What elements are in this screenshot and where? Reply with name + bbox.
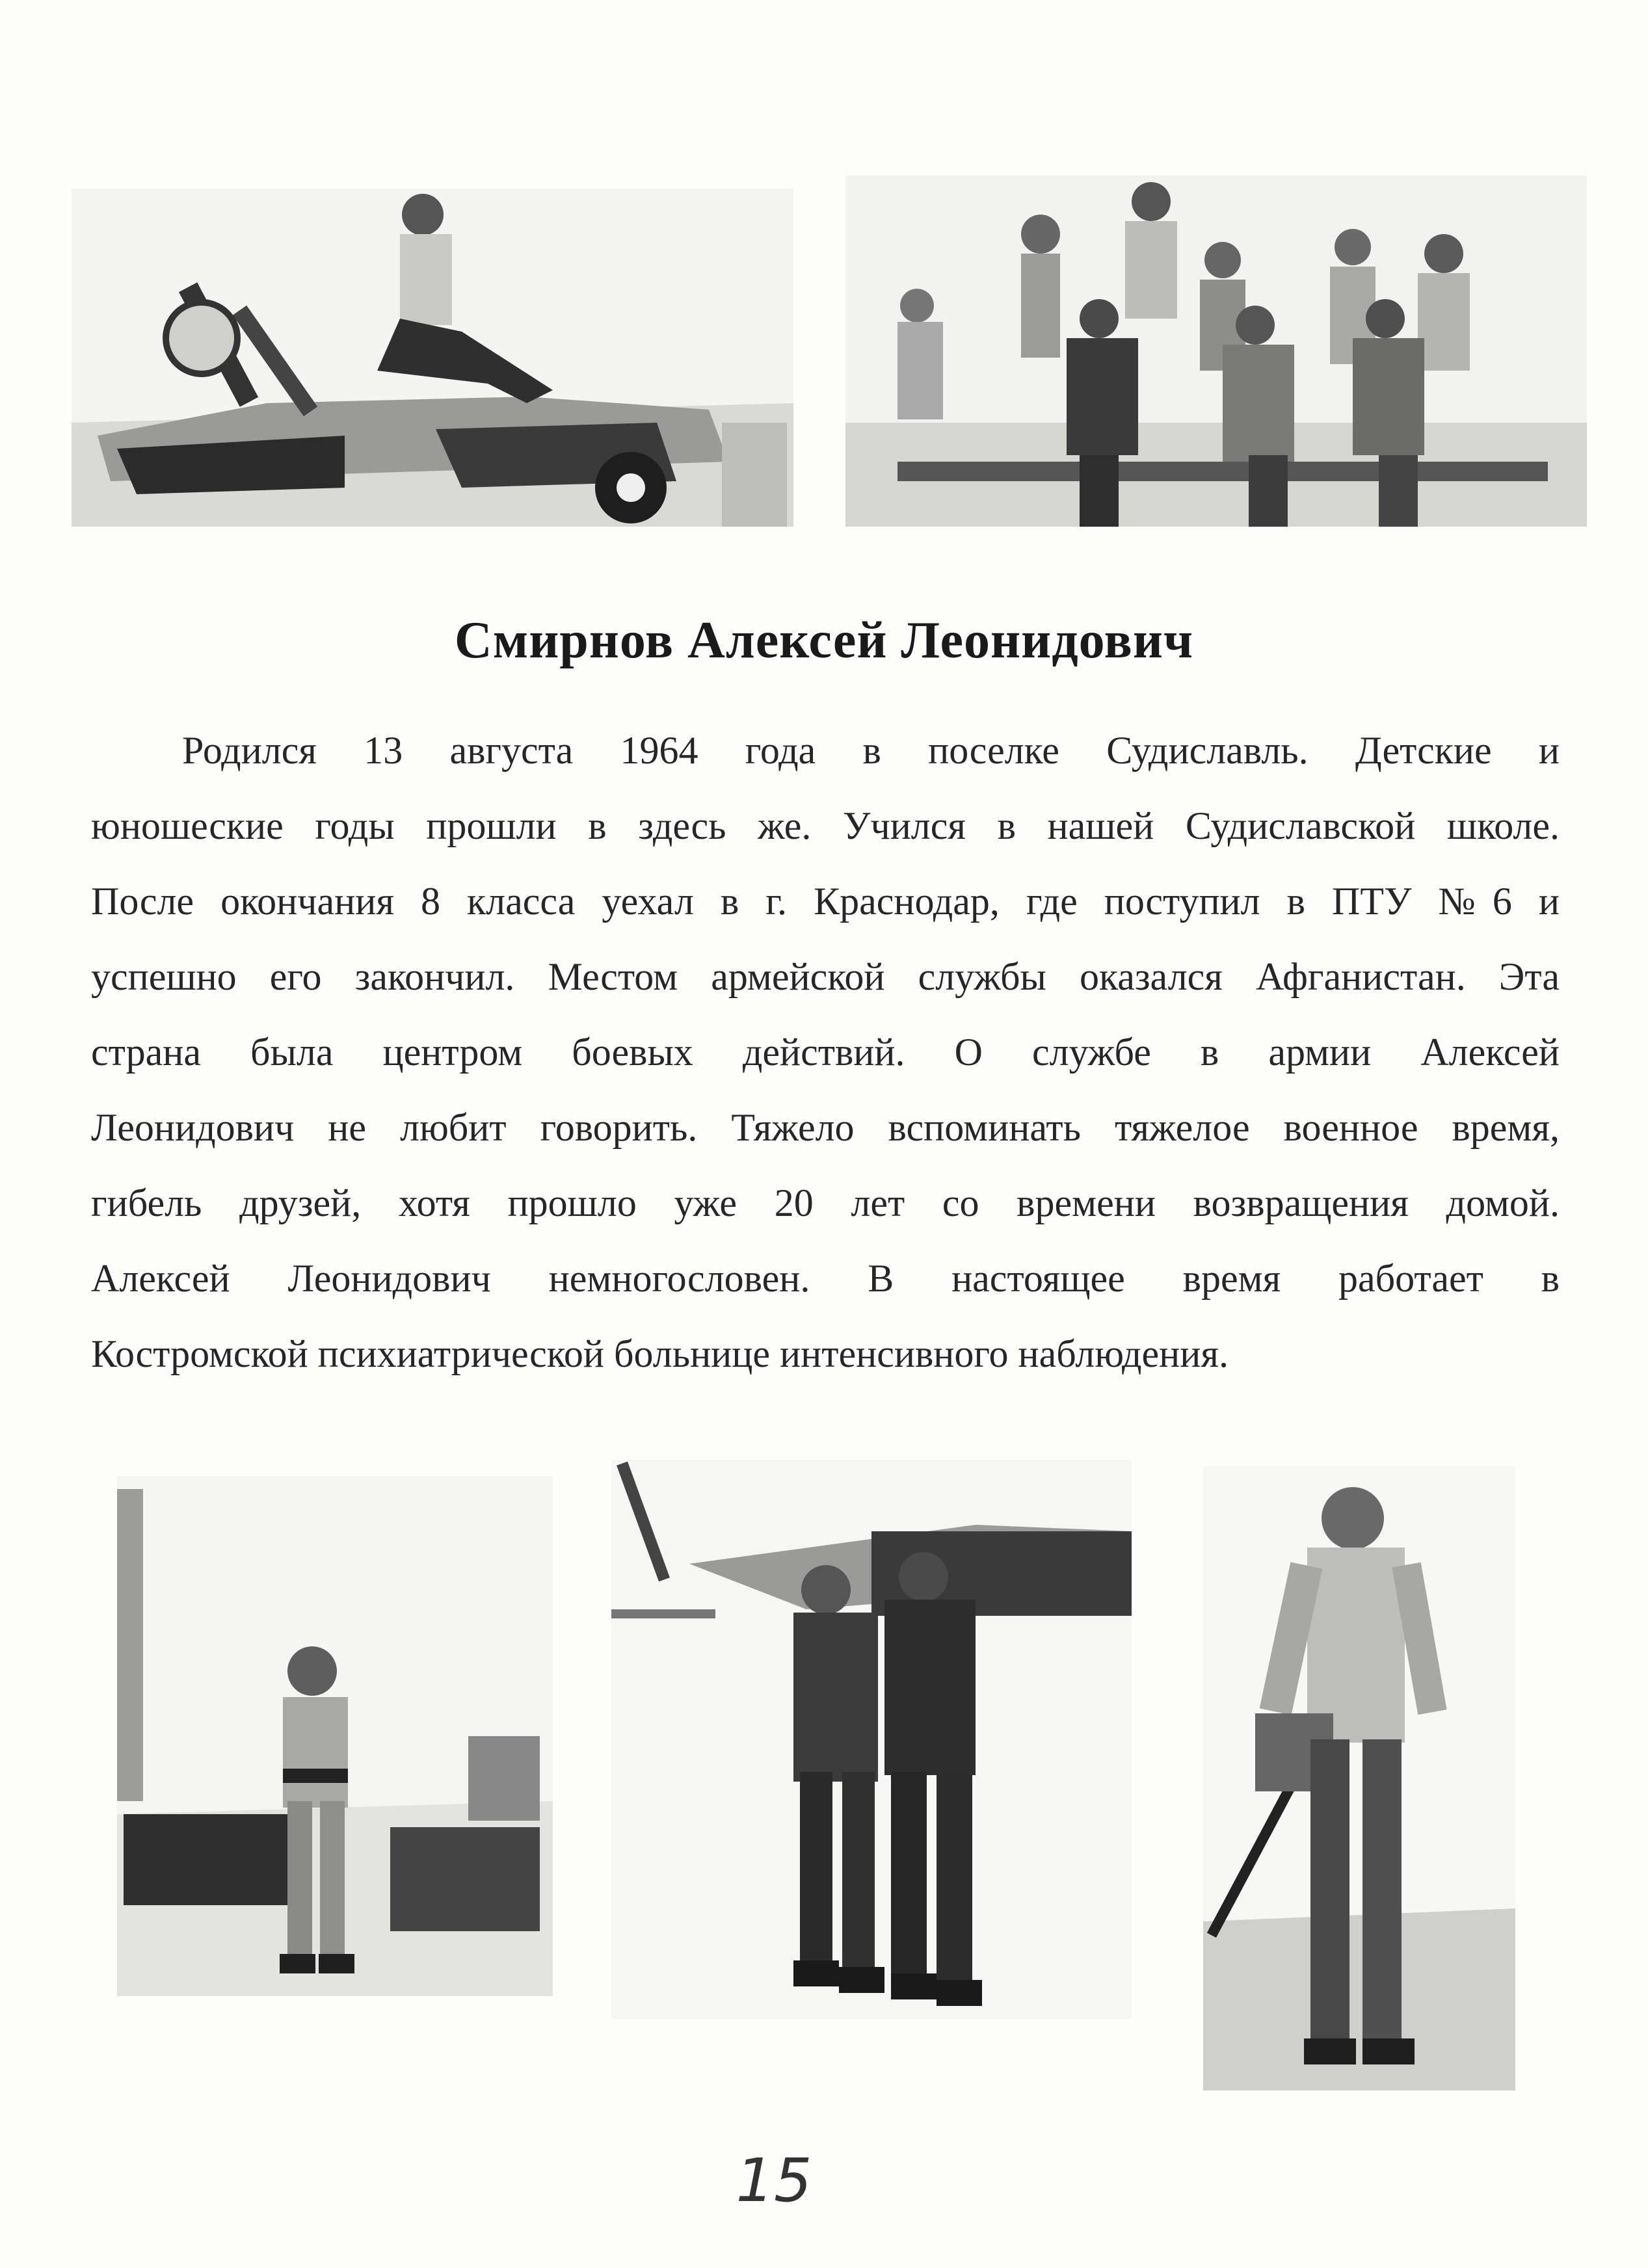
biography-line: Леонидович не любит говорить. Тяжело вспоминать тяжелое военное время, bbox=[91, 1106, 1560, 1149]
biography-line: Костромской психиатрической больнице интенсивного наблюдения. bbox=[91, 1332, 1229, 1375]
photo-group-of-soldiers bbox=[845, 176, 1587, 527]
page-title: Смирнов Алексей Леонидович bbox=[454, 612, 1194, 669]
biography-line: Алексей Леонидович немногословен. В настоящее время работает в bbox=[91, 1257, 1560, 1300]
photo-soldier-on-armored-vehicle bbox=[72, 189, 793, 527]
biography-line: После окончания 8 класса уехал в г. Краснодар, где поступил в ПТУ №6 и bbox=[91, 880, 1560, 923]
biography-line: Родился 13 августа 1964 года в поселке Судиславль. Детские и bbox=[182, 729, 1560, 772]
biography-line: успешно его закончил. Местом армейской службы оказался Афганистан. Эта bbox=[91, 955, 1560, 998]
biography-line: гибель друзей, хотя прошло уже 20 лет со времени возвращения домой. bbox=[91, 1181, 1560, 1224]
biography-text bbox=[91, 713, 1560, 1391]
biography-line: юношеские годы прошли в здесь же. Учился в нашей Судиславской школе. bbox=[91, 804, 1560, 847]
photo-soldier-with-rifle bbox=[1203, 1466, 1515, 2090]
page-number: 15 bbox=[736, 2146, 812, 2215]
photo-soldier-standing-with-equipment bbox=[117, 1476, 553, 1996]
biography-line: страна была центром боевых действий. О службе в армии Алексей bbox=[91, 1031, 1560, 1074]
photo-two-soldiers-by-helicopter bbox=[611, 1460, 1132, 2019]
